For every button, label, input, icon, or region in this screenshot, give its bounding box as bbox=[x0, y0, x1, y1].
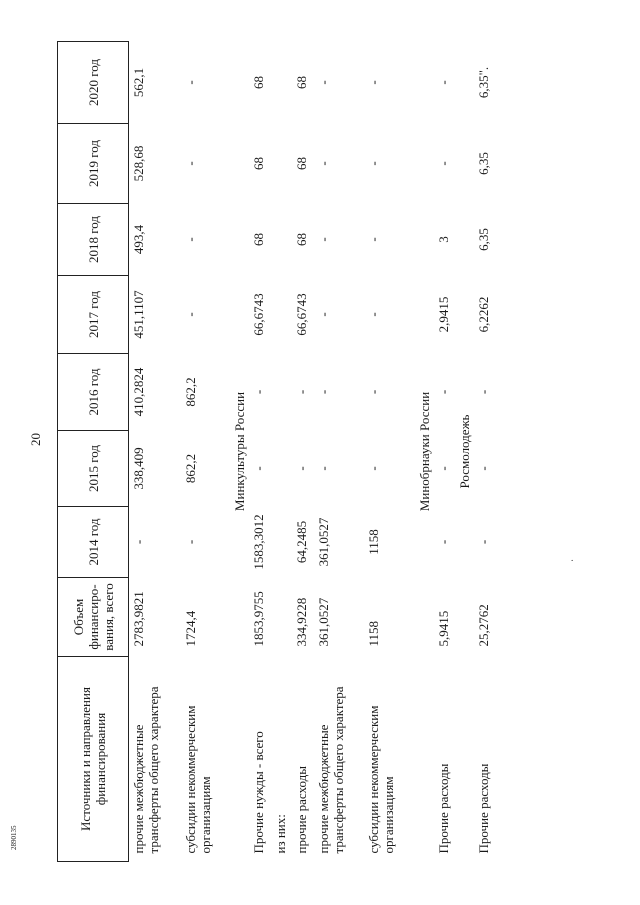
table-row bbox=[364, 42, 416, 862]
document-code: 2890135 bbox=[10, 825, 18, 850]
table-row bbox=[434, 42, 456, 862]
year-value-cell: - bbox=[315, 389, 331, 395]
total-volume-cell: 361,0527 bbox=[315, 597, 331, 647]
year-value-cell: 68 bbox=[250, 76, 266, 89]
section-title: Минобрнауки России bbox=[417, 391, 432, 512]
year-value-cell: 451,1107 bbox=[131, 290, 146, 339]
row-label: Прочие расходы bbox=[435, 763, 451, 854]
year-value-cell: 562,1 bbox=[131, 67, 146, 98]
table-row bbox=[129, 42, 181, 862]
year-value-cell: 6,35 bbox=[475, 228, 491, 251]
table-row bbox=[271, 42, 292, 862]
row-label: субсидии некоммерческим организациям bbox=[182, 705, 213, 854]
total-volume-cell bbox=[271, 578, 292, 657]
total-volume-cell: 1724,4 bbox=[182, 610, 198, 647]
year-value-cell: - bbox=[315, 312, 331, 317]
table-body bbox=[129, 42, 500, 862]
year-value-cell: - bbox=[182, 161, 198, 166]
row-label: Прочие расходы bbox=[475, 763, 491, 854]
header-sources: Источники и направления финансирования bbox=[58, 657, 129, 862]
year-value-cell: - bbox=[131, 539, 146, 545]
financing-table bbox=[57, 41, 500, 862]
year-value-cell: - bbox=[435, 80, 451, 85]
total-volume-cell: 2783,9821 bbox=[131, 591, 146, 647]
year-value-cell: 361,0527 bbox=[315, 517, 331, 567]
row-label: из них: bbox=[272, 814, 288, 854]
section-title: Минкультуры России bbox=[232, 391, 247, 512]
header-year-2016: 2016 год bbox=[58, 354, 129, 431]
year-value-cell: 66,6743 bbox=[250, 293, 266, 336]
year-value-cell: 66,6743 bbox=[293, 293, 309, 336]
year-value-cell: - bbox=[250, 389, 266, 395]
year-value-cell: - bbox=[435, 389, 451, 395]
year-value-cell: - bbox=[182, 237, 198, 242]
year-value-cell: 3 bbox=[435, 236, 451, 243]
section-row bbox=[231, 42, 249, 862]
year-value-cell: 6,35". bbox=[475, 66, 491, 99]
year-value-cell: - bbox=[365, 80, 381, 85]
header-year-2019: 2019 год bbox=[58, 124, 129, 204]
year-value-cell bbox=[271, 204, 292, 276]
stray-mark: . bbox=[571, 553, 574, 563]
year-value-cell: 1158 bbox=[365, 529, 381, 555]
table-row bbox=[181, 42, 231, 862]
year-value-cell: - bbox=[365, 389, 381, 395]
year-value-cell: 338,409 bbox=[131, 447, 146, 490]
year-value-cell: - bbox=[315, 237, 331, 242]
year-value-cell: - bbox=[365, 161, 381, 166]
year-value-cell: 862,2 bbox=[182, 377, 198, 407]
year-value-cell: - bbox=[293, 466, 309, 471]
year-value-cell: 68 bbox=[293, 76, 309, 89]
year-value-cell: 493,4 bbox=[131, 224, 146, 255]
table-header-row bbox=[58, 42, 129, 862]
row-label: субсидии некоммерческим организациям bbox=[365, 705, 396, 854]
rotated-table-container bbox=[57, 42, 567, 862]
year-value-cell: - bbox=[435, 466, 451, 471]
year-value-cell bbox=[271, 507, 292, 578]
year-value-cell bbox=[271, 276, 292, 354]
year-value-cell: - bbox=[435, 161, 451, 166]
year-value-cell: 68 bbox=[293, 233, 309, 246]
year-value-cell: - bbox=[315, 466, 331, 471]
row-label: прочие расходы bbox=[293, 766, 309, 854]
year-value-cell bbox=[271, 354, 292, 431]
year-value-cell: - bbox=[365, 312, 381, 317]
year-value-cell: - bbox=[365, 237, 381, 242]
year-value-cell: - bbox=[315, 80, 331, 85]
year-value-cell: - bbox=[365, 466, 381, 471]
table-row bbox=[474, 42, 500, 862]
total-volume-cell: 25,2762 bbox=[475, 604, 491, 647]
row-label: Прочие нужды - всего bbox=[250, 731, 266, 854]
header-year-2018: 2018 год bbox=[58, 204, 129, 276]
row-label: прочие межбюджетные трансферты общего характера bbox=[131, 686, 161, 854]
year-value-cell: - bbox=[293, 389, 309, 395]
year-value-cell: 6,35 bbox=[475, 152, 491, 175]
table-row bbox=[292, 42, 314, 862]
year-value-cell: 410,2824 bbox=[131, 367, 146, 417]
row-label: прочие межбюджетные трансферты общего характера bbox=[315, 686, 346, 854]
year-value-cell: - bbox=[475, 389, 491, 395]
year-value-cell: - bbox=[182, 80, 198, 85]
header-year-2014: 2014 год bbox=[58, 507, 129, 578]
header-total-volume: Объем финансиро-вания, всего bbox=[58, 578, 129, 657]
year-value-cell: - bbox=[315, 161, 331, 166]
total-volume-cell: 1158 bbox=[365, 620, 381, 647]
year-value-cell: 528,68 bbox=[131, 145, 146, 182]
year-value-cell: - bbox=[475, 466, 491, 471]
total-volume-cell: 5,9415 bbox=[435, 610, 451, 647]
year-value-cell: - bbox=[250, 466, 266, 471]
year-value-cell: 64,2485 bbox=[293, 520, 309, 564]
table-row bbox=[249, 42, 271, 862]
year-value-cell bbox=[271, 124, 292, 204]
year-value-cell: 862,2 bbox=[182, 453, 198, 484]
year-value-cell bbox=[271, 42, 292, 124]
page-number: 20 bbox=[28, 433, 43, 446]
year-value-cell: 68 bbox=[293, 157, 309, 170]
table-row bbox=[314, 42, 364, 862]
year-value-cell: - bbox=[182, 539, 198, 545]
section-row bbox=[416, 42, 434, 862]
year-value-cell: - bbox=[475, 539, 491, 545]
total-volume-cell: 1853,9755 bbox=[250, 591, 266, 647]
header-year-2017: 2017 год bbox=[58, 276, 129, 354]
year-value-cell: 6,2262 bbox=[475, 296, 491, 333]
year-value-cell: 1583,3012 bbox=[250, 514, 266, 570]
section-row bbox=[456, 42, 474, 862]
section-title: Росмолодежь bbox=[457, 414, 472, 489]
year-value-cell: 68 bbox=[250, 233, 266, 246]
year-value-cell: 68 bbox=[250, 157, 266, 170]
year-value-cell: - bbox=[435, 539, 451, 545]
year-value-cell: - bbox=[182, 312, 198, 317]
total-volume-cell: 334,9228 bbox=[293, 597, 309, 647]
year-value-cell bbox=[271, 431, 292, 507]
header-year-2020: 2020 год bbox=[58, 42, 129, 124]
header-year-2015: 2015 год bbox=[58, 431, 129, 507]
year-value-cell: 2,9415 bbox=[435, 296, 451, 333]
